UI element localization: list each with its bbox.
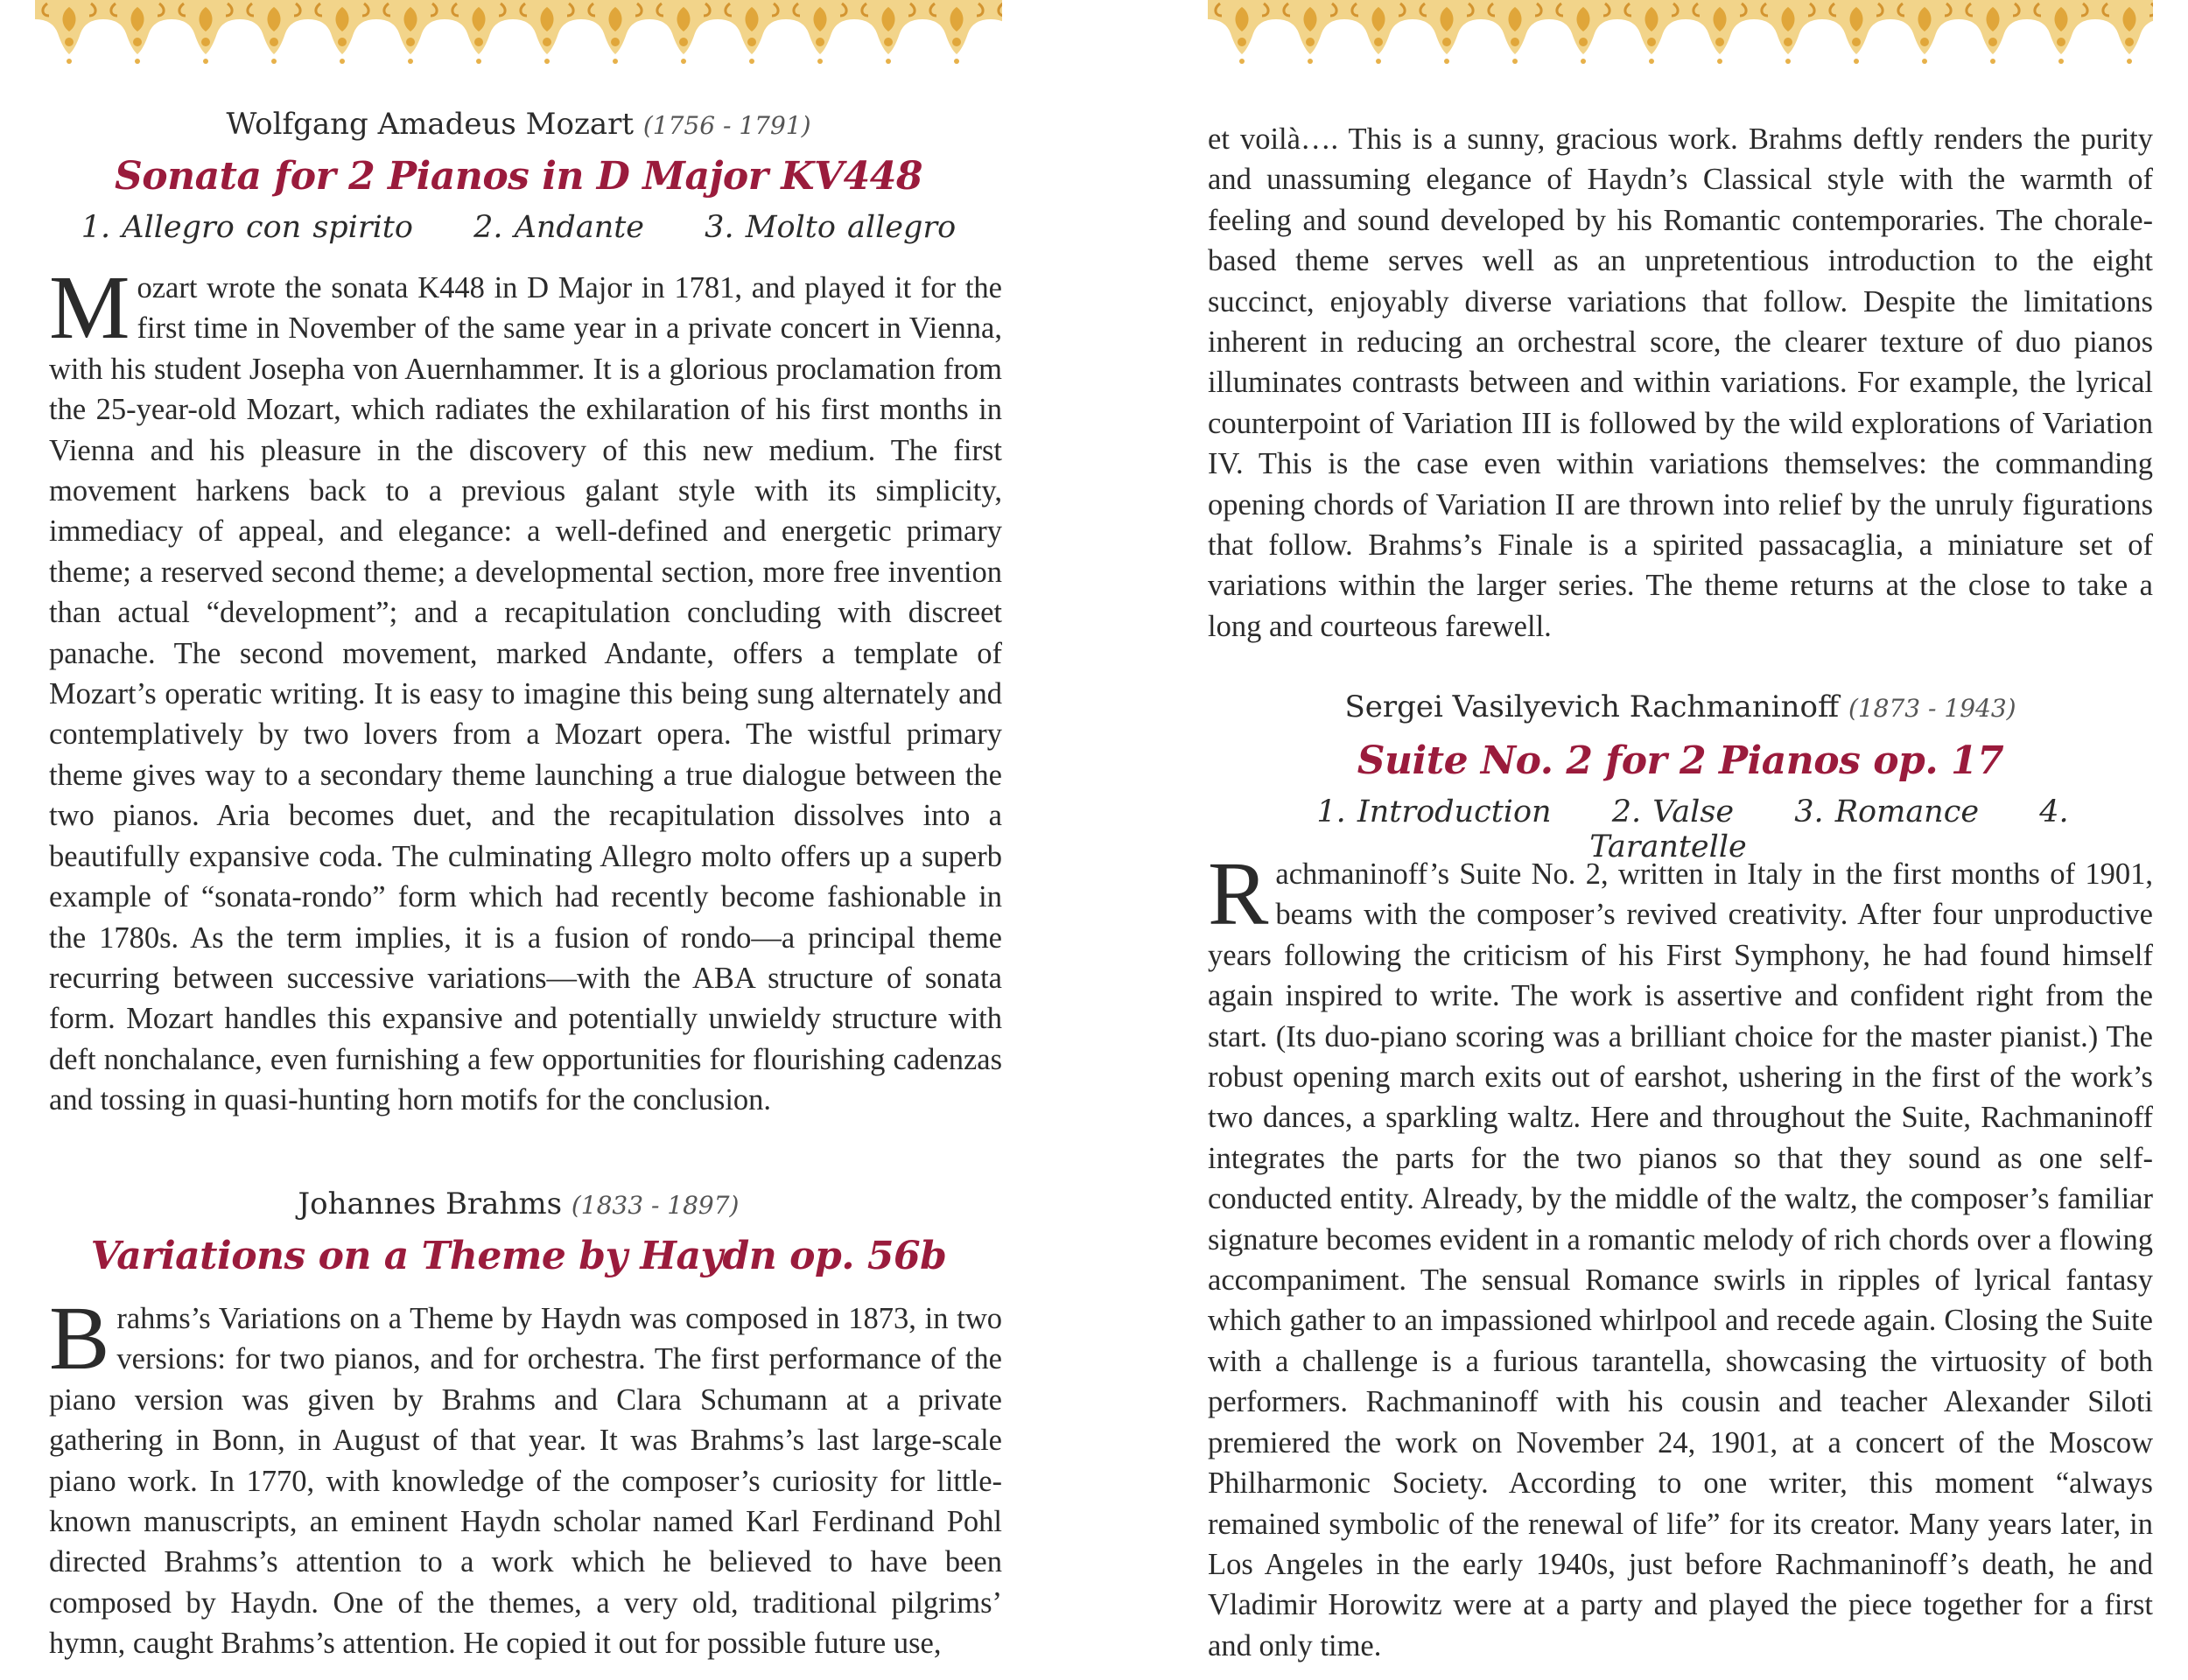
body-text-brahms bbox=[49, 1288, 1002, 1664]
paragraph: rahms’s Variations on a Theme by Haydn was composed in 1873, in two versions: for two pianos, and for orchestra. The first performance of the piano version was given by Brahms and Clara Schumann at a private gathering in Bonn, in August of that year. It was Brahms’s last large-scale piano work. In 1770, with knowledge of the composer’s curiosity for little-known manuscripts, an eminent Haydn scholar named Karl Ferdinand Pohl directed Brahms’s attention to a work which he believed to have been composed by Haydn. One of the themes, a very old, traditional pilgrims’ hymn, caught Brahms’s attention. He copied it out for possible future use, bbox=[49, 1302, 1002, 1661]
paragraph: ozart wrote the sonata K448 in D Major in 1781, and played it for the first time in November of the same year in a private concert in Vienna, with his student Josepha von Auernhammer. It is a glorious proclamation from the 25-year-old Mozart, which radiates the exhilaration of his first months in Vienna and his pleasure in the discovery of this new medium. The first movement harkens back to a previous galant style with its simplicity, immediacy of appeal, and elegance: a well-defined and energetic primary theme; a reserved second theme; a developmental section, more free invention than actual “development”; and a recapitulation concluding with discreet panache. The second movement, marked Andante, offers a template of Mozart’s operatic writing. It is easy to imagine this being sung alternately and contemplatively by two lovers from a Mozart opera. The wistful primary theme gives way to a secondary theme launching a true dialogue between the two pianos. Aria becomes duet, and the recapitulation dissolves into a beautifully expansive coda. The culminating Allegro molto offers up a superb example of “sonata-rondo” form which had recently become fashionable in the 1780s. As the term implies, it is a fusion of rondo—a principal theme recurring between successive variations—with the ABA structure of sonata form. Mozart handles this expansive and potentially unwieldy structure with deft nonchalance, even furnishing a few opportunities for flourishing cadenzas and tossing in quasi-hunting horn motifs for the conclusion. bbox=[49, 271, 1002, 1117]
composer-years: (1833 - 1897) bbox=[571, 1191, 740, 1220]
movement: 2. Valse bbox=[1611, 794, 1735, 830]
composer-years: (1756 - 1791) bbox=[642, 111, 811, 140]
right-page bbox=[1208, 0, 2153, 1680]
left-page bbox=[35, 0, 1002, 1680]
paragraph: achmaninoff’s Suite No. 2, written in Italy in the first months of 1901, beams with the composer’s revived creativity. After four unproductive years following the criticism of his First Symphony, he had found himself again inspired to write. The work is assertive and confident right from the start. (Its duo-piano scoring was a brilliant choice for the master pianist.) The robust opening march exits out of earshot, ushering in the first of the work’s two dances, a sparkling waltz. Here and throughout the Suite, Rachmaninoff integrates the parts for the two pianos so that they sound as one self-conducted entity. Already, by the middle of the waltz, the composer’s familiar signature becomes evident in a romantic melody of rich chords over a flowing accompaniment. The sensual Romance swirls in ripples of lyrical fantasy which gather to an impassioned whirlpool and recede again. Closing the Suite with a challenge is a furious tarantella, showcasing the virtuosity of both performers. Rachmaninoff with his cousin and teacher Alexander Siloti premiered the work on November 24, 1901, at a concert of the Moscow Philharmonic Society. According to one writer, this moment “always remained symbolic of the renewal of life” for its creator. Many years later, in Los Angeles in the early 1940s, just before Rachmaninoff’s death, he and Vladimir Horowitz were at a party and played the piece together for a first and only time. bbox=[1208, 858, 2153, 1662]
composer-years: (1873 - 1943) bbox=[1848, 694, 2016, 723]
composer-heading-mozart bbox=[35, 107, 1002, 142]
movement: 2. Andante bbox=[473, 210, 645, 245]
drop-cap: M bbox=[49, 257, 130, 358]
movement: 3. Molto allegro bbox=[705, 210, 957, 245]
piece-title-rachmaninoff: Suite No. 2 for 2 Pianos op. 17 bbox=[1357, 738, 2004, 783]
body-text-brahms-continued: et voilà…. This is a sunny, gracious work. Brahms deftly renders the purity and unassuming elegance of Haydn’s Classical style with the warmth of feeling and sound developed by his Romantic contemporaries. The chorale-based theme serves well as an unpretentious introduction to the eight succinct, enjoyably diverse variations that follow. Despite the limitations inherent in reducing an orchestral score, the clearer texture of duo pianos illuminates contrasts between and within variations. For example, the lyrical counterpoint of Variation III is followed by the wild explorations of Variation IV. This is the case even within variations themselves: the commanding opening chords of Variation II are thrown into relief by the unruly figurations that follow. Brahms’s Finale is a spirited passacaglia, a miniature set of variations within the larger series. The theme returns at the close to take a long and courteous farewell. bbox=[1208, 122, 2153, 643]
gold-ornament-border bbox=[35, 0, 1002, 88]
drop-cap: B bbox=[49, 1288, 110, 1389]
piece-title-brahms: Variations on a Theme by Haydn op. 56b bbox=[90, 1234, 947, 1278]
drop-cap: R bbox=[1208, 844, 1269, 944]
movements-mozart bbox=[35, 210, 1002, 245]
composer-name: Sergei Vasilyevich Rachmaninoff bbox=[1344, 690, 1840, 724]
movement: 3. Romance bbox=[1794, 794, 1980, 830]
body-text-rachmaninoff bbox=[1208, 844, 2153, 1666]
composer-name: Wolfgang Amadeus Mozart bbox=[226, 107, 635, 142]
body-text-mozart bbox=[49, 257, 1002, 1121]
movement: 4. Tarantelle bbox=[1589, 794, 2069, 864]
composer-name: Johannes Brahms bbox=[298, 1186, 563, 1222]
gold-ornament-border bbox=[1208, 0, 2153, 88]
movement: 1. Introduction bbox=[1316, 794, 1552, 830]
composer-heading-brahms bbox=[35, 1186, 1002, 1222]
composer-heading-rachmaninoff bbox=[1208, 690, 2153, 724]
piece-title-mozart: Sonata for 2 Pianos in D Major KV448 bbox=[115, 154, 922, 199]
movement: 1. Allegro con spirito bbox=[81, 210, 413, 245]
